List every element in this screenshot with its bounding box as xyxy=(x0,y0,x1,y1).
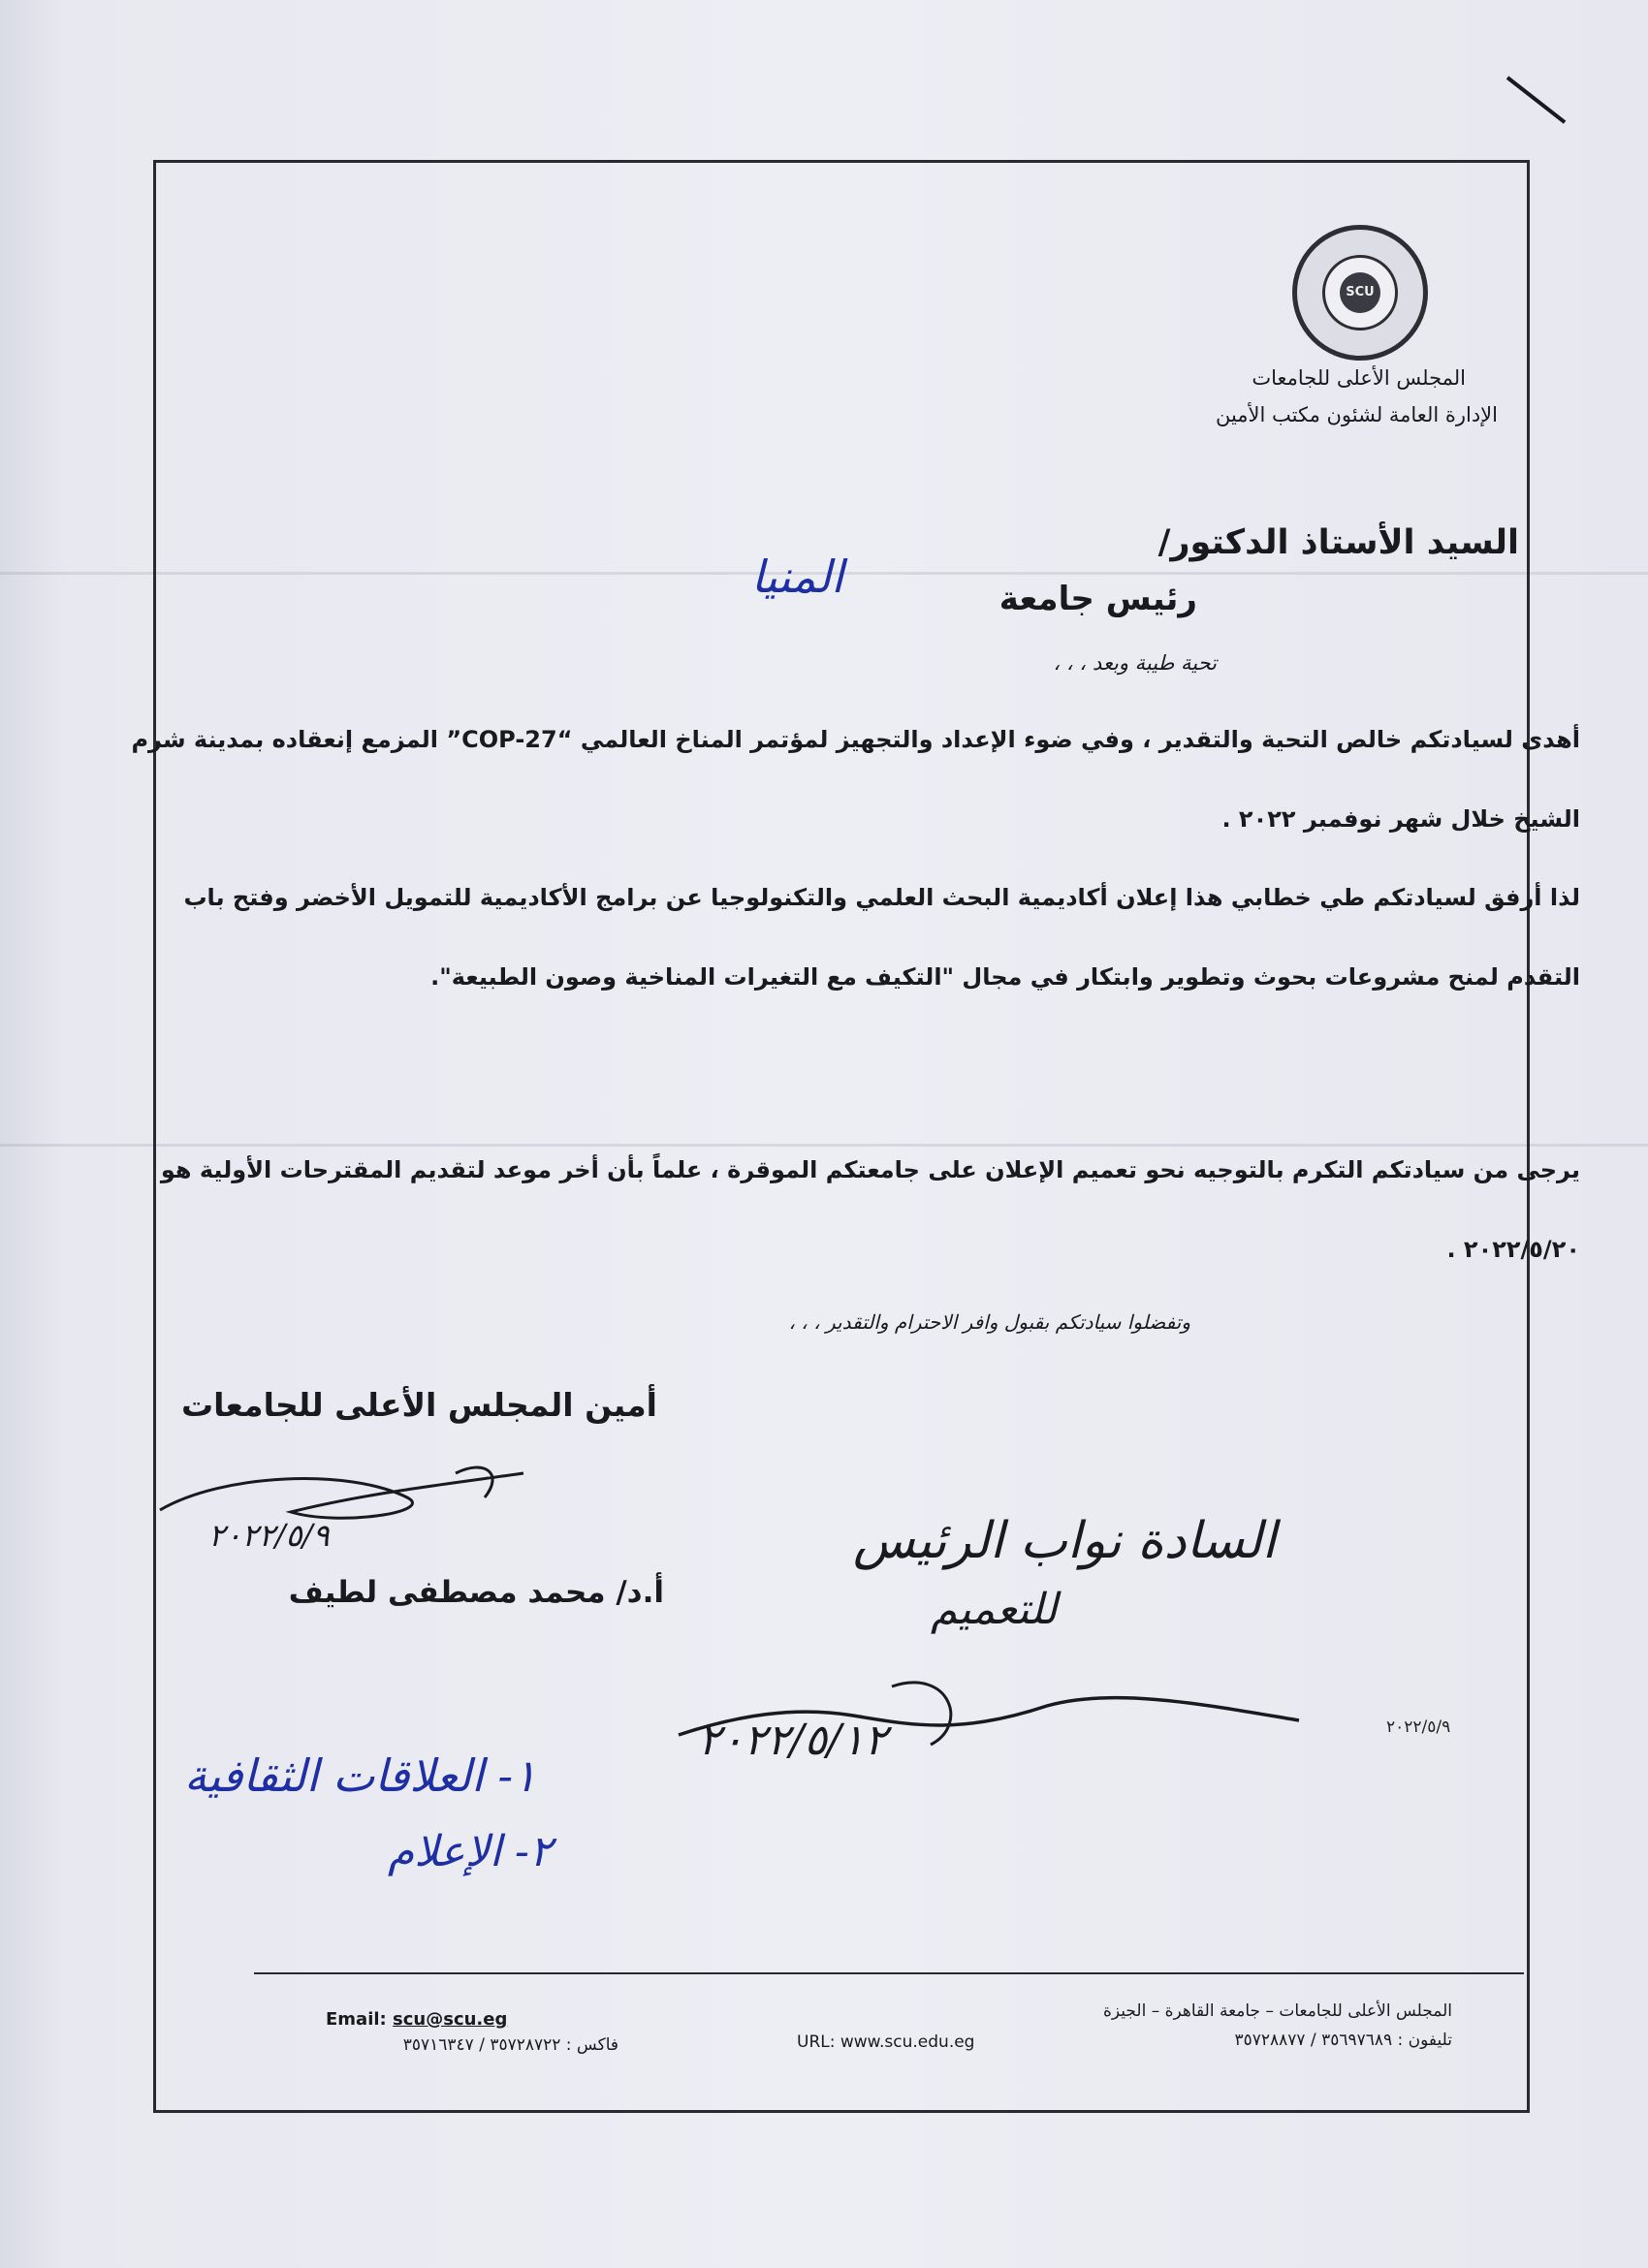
seal-inner-ring xyxy=(1322,255,1398,331)
greeting: تحية طيبة وبعد ، ، ، xyxy=(1053,651,1217,675)
scu-seal-logo xyxy=(1292,225,1428,361)
signer-title: أمين المجلس الأعلى للجامعات xyxy=(180,1386,657,1424)
footer-phone: تليفون : ٣٥٦٩٧٦٨٩ / ٣٥٧٢٨٨٧٧ xyxy=(1234,2031,1452,2050)
body-paragraph-1: أهدى لسيادتكم خالص التحية والتقدير ، وفي ضوء الإعداد والتجهيز لمؤتمر المناخ العالمي “COP-27” المزمع إنعقاده بمدينة شرم الشيخ خلال شهر نوفمبر ٢٠٢٢ . xyxy=(131,726,1580,833)
footer-address: المجلس الأعلى للجامعات – جامعة القاهرة – الجيزة xyxy=(1103,2001,1452,2021)
handwritten-date-note: ٢٠٢٢/٥/١٢ xyxy=(698,1716,888,1765)
salutation-title: السيد الأستاذ الدكتور/ xyxy=(1157,523,1519,562)
salutation-university: رئيس جامعة xyxy=(998,580,1197,618)
footer-email-label: Email: xyxy=(326,2009,387,2030)
handwritten-note-deputies: السادة نواب الرئيس xyxy=(853,1512,1277,1570)
handwritten-note-circulate: للتعميم xyxy=(931,1585,1058,1634)
footer-email: scu@scu.eg xyxy=(393,2009,508,2030)
footer-url: URL: www.scu.edu.eg xyxy=(797,2032,975,2052)
handwritten-signature-date: ٢٠٢٢/٥/٩ xyxy=(208,1517,330,1554)
footer-divider xyxy=(254,1972,1524,1974)
footer-email-block xyxy=(326,2009,507,2030)
closing-line: وتفضلوا سيادتكم بقبول وافر الاحترام والتقدير ، ، ، xyxy=(788,1310,1190,1334)
handwritten-blue-note-media: ٢- الإعلام xyxy=(388,1827,553,1876)
letterhead-dept: الإدارة العامة لشئون مكتب الأمين xyxy=(1215,403,1498,426)
seal-center-text: SCU xyxy=(1340,272,1380,313)
signer-name: أ.د/ محمد مصطفى لطيف xyxy=(288,1575,664,1610)
handwritten-university-name: المنيا xyxy=(750,551,843,603)
letterhead-org: المجلس الأعلى للجامعات xyxy=(1252,366,1466,390)
body-paragraph-2: لذا أرفق لسيادتكم طي خطابي هذا إعلان أكاديمية البحث العلمي والتكنولوجيا عن برامج الأكاديمية للتمويل الأخضر وفتح باب التقدم لمنح مشروعات بحوث وتطوير وابتكار في مجال "التكيف مع التغيرات المناخية وصون الطبيعة". xyxy=(183,884,1580,991)
stamp-date: ٢٠٢٢/٥/٩ xyxy=(1386,1717,1451,1737)
handwritten-blue-note-cultural: ١- العلاقات الثقافية xyxy=(184,1749,537,1802)
body-paragraph-3: يرجى من سيادتكم التكرم بالتوجيه نحو تعميم الإعلان على جامعتكم الموقرة ، علماً بأن أخر موعد لتقديم المقترحات الأولية هو ٢٠٢٢/٥/٢٠ . xyxy=(160,1156,1580,1263)
footer-fax: فاكس : ٣٥٧٢٨٧٢٢ / ٣٥٧١٦٣٤٧ xyxy=(402,2035,618,2055)
